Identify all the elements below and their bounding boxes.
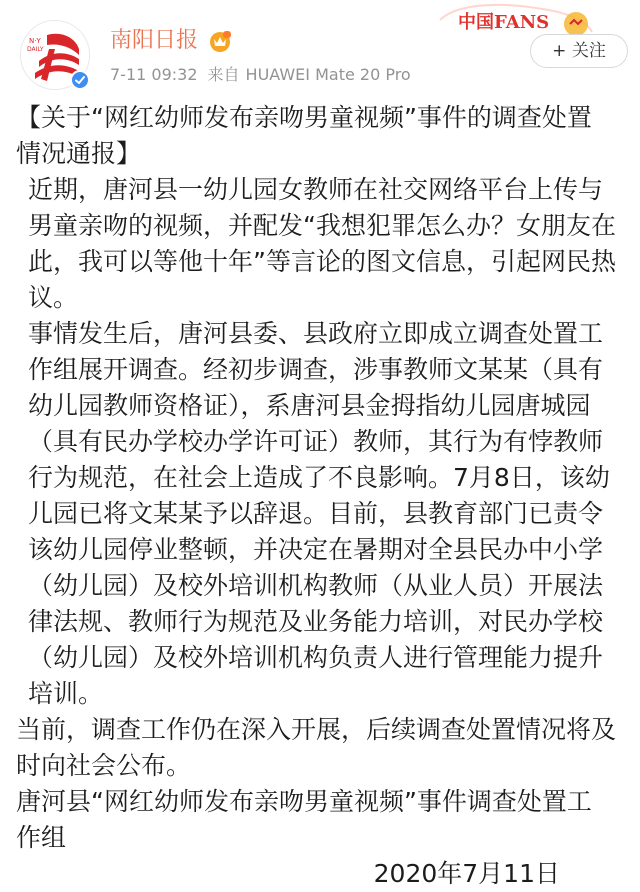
vip-crown-icon: [208, 30, 232, 52]
post-header: [0, 0, 640, 100]
post-date: 2020年7月11日: [373, 859, 560, 888]
post-paragraph-3: 当前，调查工作仍在深入开展，后续调查处置情况将及时向社会公布。: [16, 715, 617, 780]
post-paragraph-1: 近期，唐河县一幼儿园女教师在社交网络平台上传与男童亲吻的视频，并配发“我想犯罪怎么办？女朋友在此，我可以等他十年”等言论的图文信息，引起网民热议。: [28, 175, 616, 312]
china-fans-badge: [436, 2, 594, 38]
post-paragraph-2: 事情发生后，唐河县委、县政府立即成立调查处置工作组展开调查。经初步调查，涉事教师文某某（具有幼儿园教师资格证），系唐河县金拇指幼儿园唐城园（具有民办学校办学许可证）教师，其行为有悖教师行为规范，在社会上造成了不良影响。7月8日，该幼儿园已将文某某予以辞退。目前，县教育部门已责令该幼儿园停业整顿，并决定在暑期对全县民办中小学（幼儿园）及校外培训机构教师（从业人员）开展法律法规、教师行为规范及业务能力培训，对民办学校（幼儿园）及校外培训机构负责人进行管理能力提升培训。: [28, 319, 610, 708]
follow-button[interactable]: + 关注: [530, 34, 628, 68]
verified-icon: [70, 70, 90, 90]
svg-text:DAILY: DAILY: [27, 46, 44, 53]
account-name[interactable]: 南阳日报: [110, 28, 199, 53]
post-content: [16, 100, 616, 892]
svg-text:N·Y: N·Y: [29, 37, 41, 45]
post-title: 【关于“网红幼师发布亲吻男童视频”事件的调查处置情况通报】: [16, 103, 592, 168]
source-prefix: 来自: [207, 65, 240, 84]
source-device[interactable]: HUAWEI Mate 20 Pro: [245, 65, 411, 84]
fans-badge-text: 中国FANS: [458, 12, 550, 33]
post-timestamp: 7-11 09:32: [110, 65, 198, 84]
post-signature: 唐河县“网红幼师发布亲吻男童视频”事件调查处置工作组: [16, 787, 592, 852]
post-meta: [110, 64, 421, 86]
